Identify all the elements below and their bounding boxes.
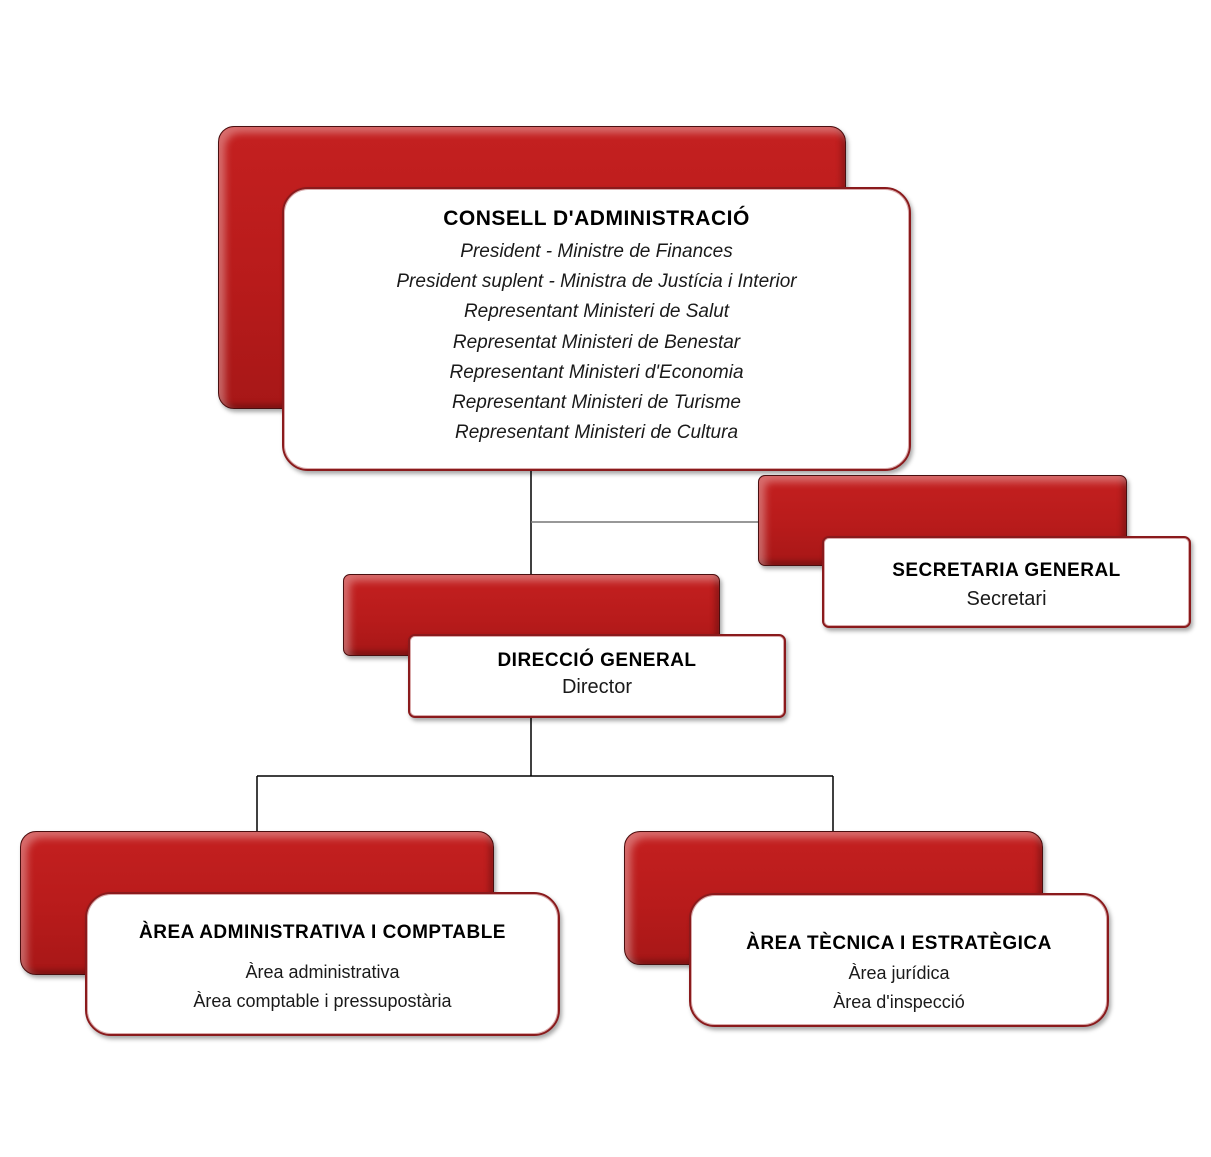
area-tecnica-item-1: Àrea jurídica	[848, 963, 950, 983]
consell-title: CONSELL D'ADMINISTRACIÓ	[443, 207, 750, 230]
consell-member-6: Representant Ministeri de Turisme	[452, 392, 741, 414]
consell-member-2: President suplent - Ministra de Justícia i Interior	[396, 271, 797, 293]
secretaria-node	[822, 536, 1191, 628]
direccio-title: DIRECCIÓ GENERAL	[497, 650, 697, 671]
secretaria-role: Secretari	[966, 588, 1047, 610]
area-administrativa-item-2: Àrea comptable i pressupostària	[193, 991, 452, 1011]
direccio-role: Director	[561, 676, 632, 698]
area-tecnica-item-2: Àrea d'inspecció	[833, 992, 965, 1012]
area-administrativa-node	[85, 892, 560, 1036]
consell-member-4: Representat Ministeri de Benestar	[452, 331, 741, 353]
secretaria-title: SECRETARIA GENERAL	[892, 560, 1121, 581]
consell-node	[282, 187, 911, 471]
area-administrativa-item-1: Àrea administrativa	[245, 962, 400, 982]
area-administrativa-title: ÀREA ADMINISTRATIVA I COMPTABLE	[139, 922, 506, 943]
consell-member-1: President - Ministre de Finances	[460, 241, 733, 262]
area-tecnica-node	[689, 893, 1109, 1027]
consell-member-3: Representant Ministeri de Salut	[463, 301, 730, 323]
consell-member-5: Representant Ministeri d'Economia	[449, 361, 744, 383]
direccio-node	[408, 634, 786, 718]
consell-member-7: Representant Ministeri de Cultura	[454, 422, 739, 444]
area-tecnica-title: ÀREA TÈCNICA I ESTRATÈGICA	[746, 933, 1052, 954]
